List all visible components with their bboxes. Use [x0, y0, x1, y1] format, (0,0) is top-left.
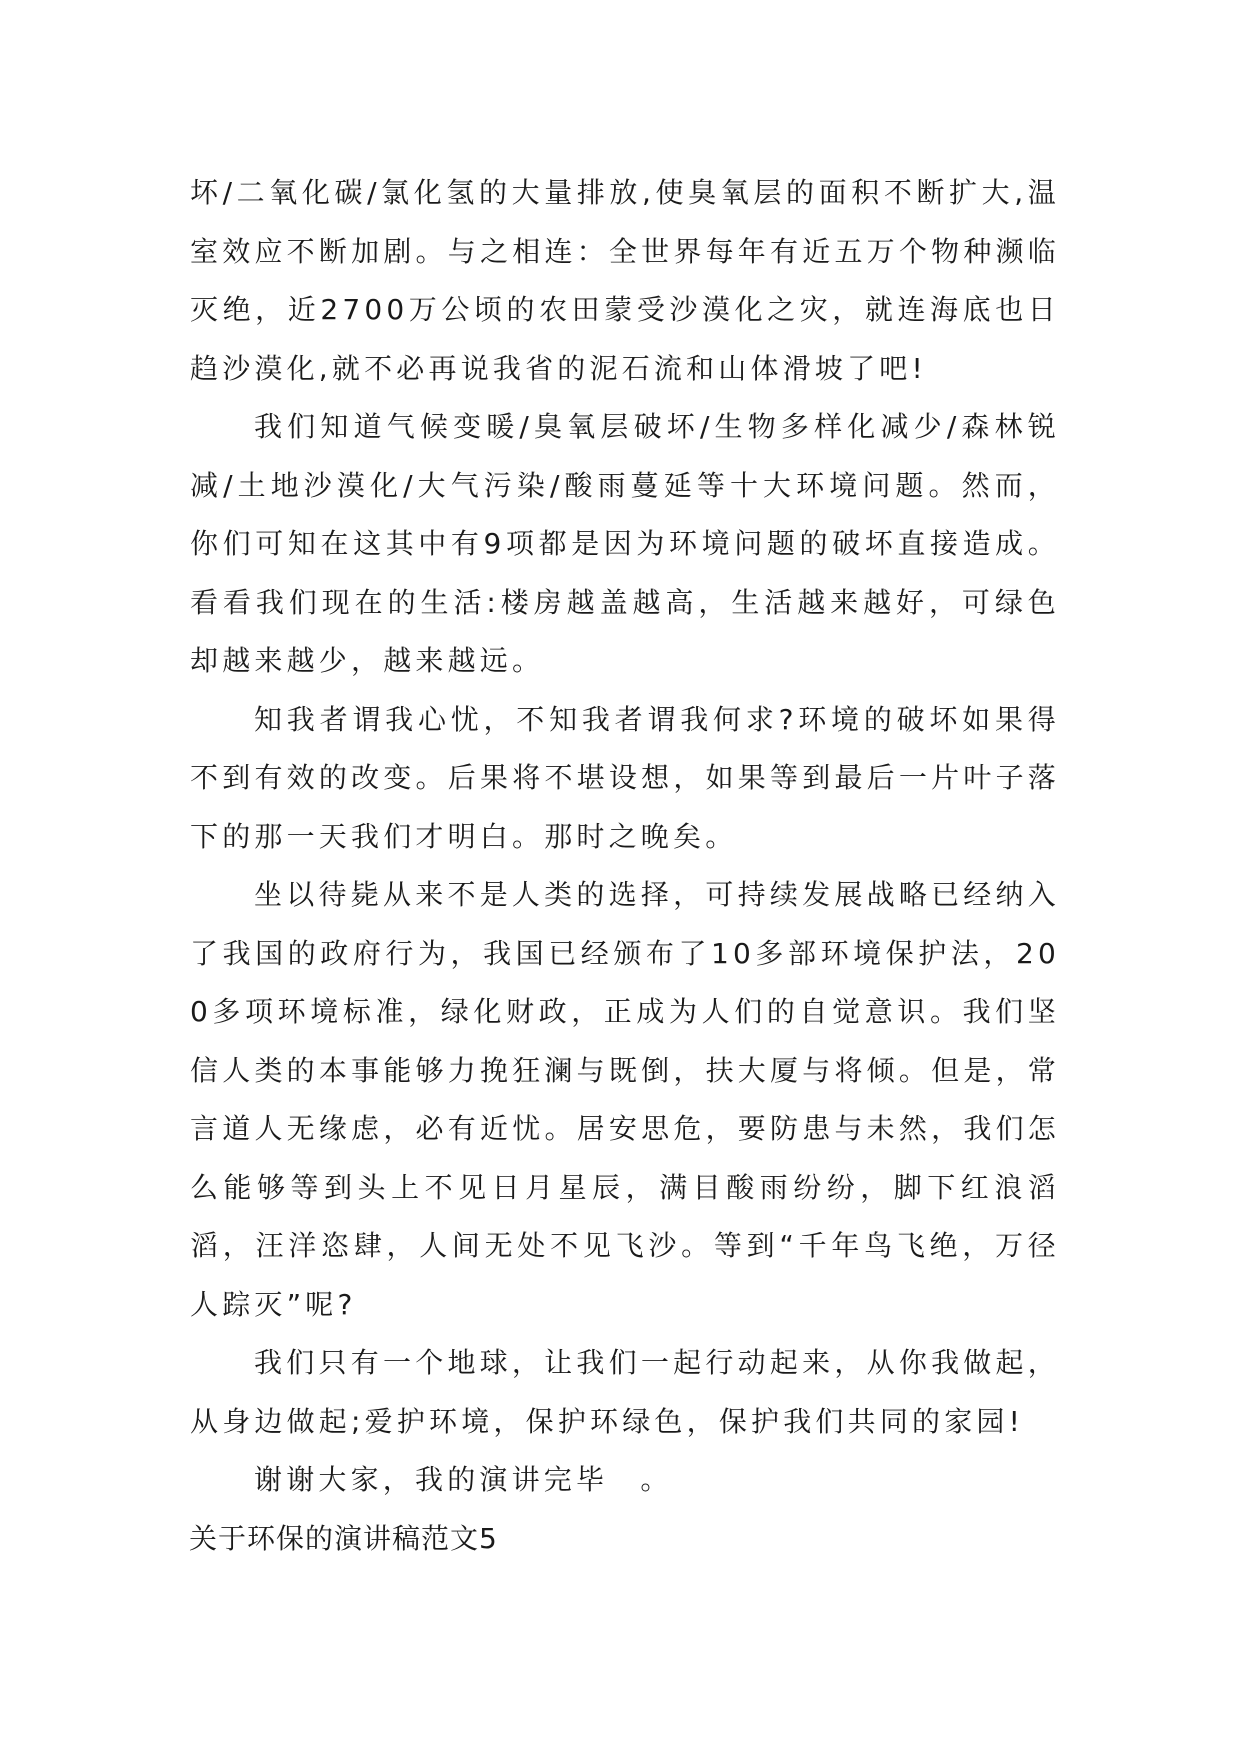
paragraph-3: 知我者谓我心忧，不知我者谓我何求?环境的破坏如果得不到有效的改变。后果将不堪设想，如果等到最后一片叶子落下的那一天我们才明白。那时之晚矣。 [190, 702, 1060, 853]
paragraph-5: 我们只有一个地球，让我们一起行动起来，从你我做起，从身边做起;爱护环境，保护环绿色，保护我们共同的家园! [190, 1346, 1060, 1438]
paragraph-2: 我们知道气候变暖/臭氧层破坏/生物多样化减少/森林锐减/土地沙漠化/大气污染/酸雨蔓延等十大环境问题。然而，你们可知在这其中有9项都是因为环境问题的破坏直接造成。看看我们现在的生活:楼房越盖越高，生活越来越好，可绿色却越来越少，越来越远。 [190, 410, 1060, 677]
paragraph-1: 坏/二氧化碳/氯化氢的大量排放,使臭氧层的面积不断扩大,温室效应不断加剧。与之相连：全世界每年有近五万个物种濒临灭绝，近2700万公顷的农田蒙受沙漠化之灾，就连海底也日趋沙漠化,就不必再说我省的泥石流和山体滑坡了吧! [190, 176, 1060, 385]
paragraph-4: 坐以待毙从来不是人类的选择，可持续发展战略已经纳入了我国的政府行为，我国已经颁布了10多部环境保护法，200多项环境标准，绿化财政，正成为人们的自觉意识。我们坚信人类的本事能够力挽狂澜与既倒，扶大厦与将倾。但是，常言道人无缘虑，必有近忧。居安思危，要防患与未然，我们怎么能够等到头上不见日月星辰，满目酸雨纷纷，脚下红浪滔滔，汪洋恣肆，人间无处不见飞沙。等到“千年鸟飞绝，万径人踪灭”呢? [190, 878, 1060, 1321]
paragraph-6: 谢谢大家，我的演讲完毕 。 [254, 1463, 673, 1496]
section-heading: 关于环保的演讲稿范文5 [189, 1521, 498, 1555]
document-body [190, 164, 1060, 1568]
